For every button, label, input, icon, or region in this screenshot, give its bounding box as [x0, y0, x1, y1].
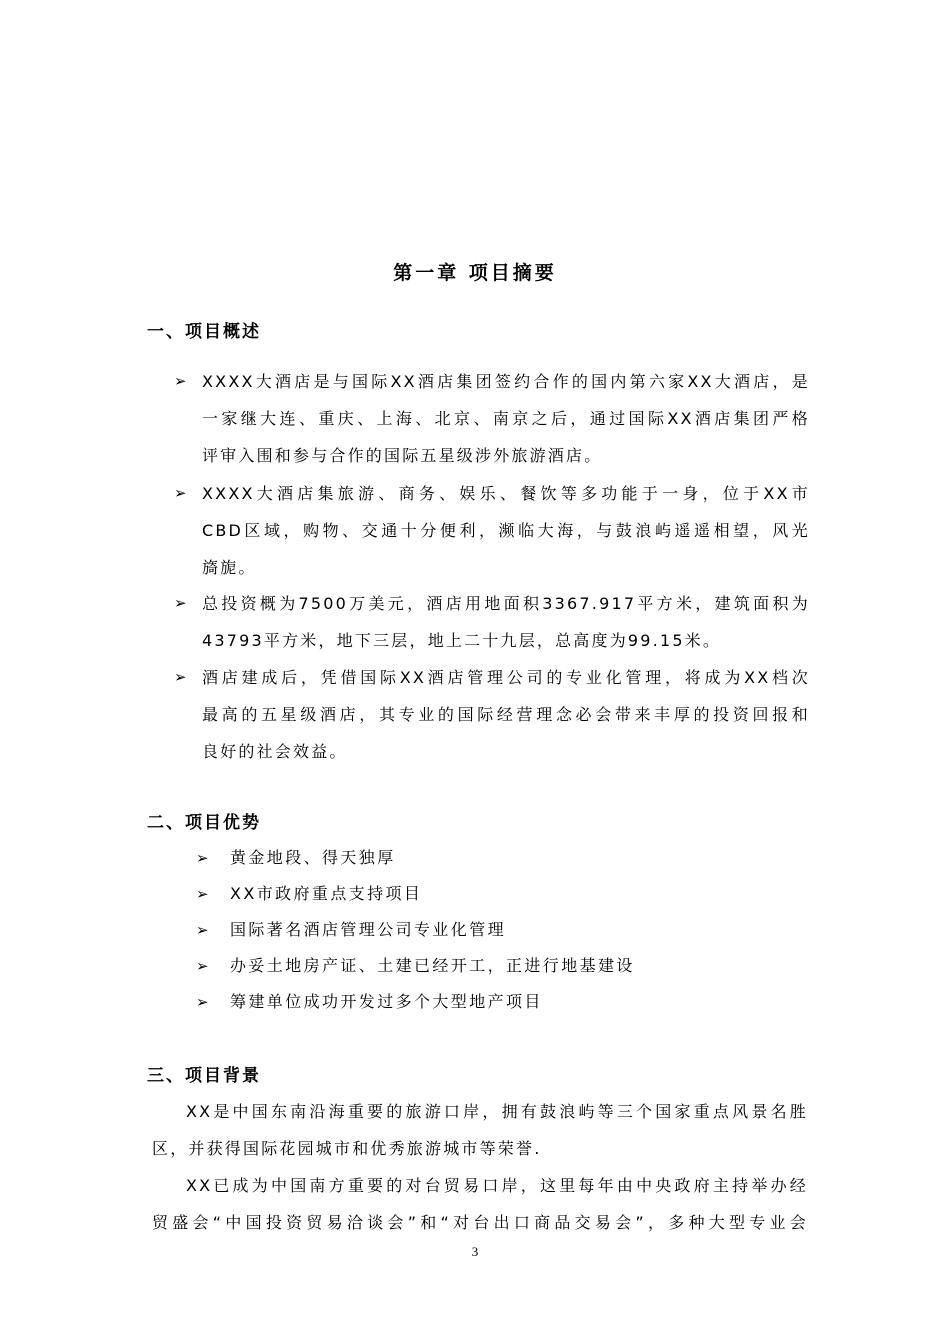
arrow-bullet-icon: ➢ — [174, 594, 187, 612]
text-line: XX已成为中国南方重要的对台贸易口岸，这里每年由中央政府主持举办经 — [186, 1176, 808, 1195]
text-line: 区，并获得国际花园城市和优秀旅游城市等荣誉. — [152, 1139, 542, 1158]
text-line: 旖旎。 — [202, 558, 257, 577]
arrow-bullet-icon: ➢ — [174, 484, 187, 502]
advantage-item — [196, 948, 635, 984]
advantage-item — [196, 876, 422, 912]
section-heading-advantages: 二、项目优势 — [147, 813, 261, 833]
text-line: CBD区域，购物、交通十分便利，濒临大海，与鼓浪屿遥遥相望，风光 — [202, 521, 810, 540]
text-line: 评审入围和参与合作的国际五星级涉外旅游酒店。 — [202, 446, 603, 465]
background-paragraph — [152, 1093, 808, 1167]
text-line: 一家继大连、重庆、上海、北京、南京之后，通过国际XX酒店集团严格 — [202, 409, 810, 428]
text-line: XX是中国东南沿海重要的旅游口岸，拥有鼓浪屿等三个国家重点风景名胜 — [186, 1102, 808, 1121]
advantage-text: XX市政府重点支持项目 — [230, 884, 423, 903]
arrow-bullet-icon: ➢ — [196, 957, 209, 975]
advantage-text: 黄金地段、得天独厚 — [230, 848, 396, 867]
text-line: XXXX大酒店集旅游、商务、娱乐、餐饮等多功能于一身，位于XX市 — [202, 484, 810, 503]
text-line: 良好的社会效益。 — [202, 742, 348, 761]
advantage-text: 国际著名酒店管理公司专业化管理 — [230, 920, 507, 939]
advantage-item — [196, 912, 506, 948]
advantage-text: 办妥土地房产证、土建已经开工，正进行地基建设 — [230, 956, 635, 975]
text-line: 贸盛会“中国投资贸易洽谈会”和“对台出口商品交易会”，多种大型专业会 — [152, 1213, 808, 1232]
advantage-item — [196, 984, 543, 1020]
page-number: 3 — [471, 1244, 479, 1259]
advantage-item — [196, 840, 396, 876]
section-heading-background: 三、项目背景 — [147, 1066, 261, 1086]
overview-item — [174, 659, 810, 770]
arrow-bullet-icon: ➢ — [174, 668, 187, 686]
text-line: XXXX大酒店是与国际XX酒店集团签约合作的国内第六家XX大酒店，是 — [202, 372, 810, 391]
overview-item — [174, 585, 810, 659]
arrow-bullet-icon: ➢ — [196, 993, 209, 1011]
text-line: 43793平方米，地下三层，地上二十九层，总高度为99.15米。 — [202, 631, 722, 650]
background-paragraph — [152, 1167, 808, 1241]
overview-item — [174, 475, 810, 586]
section-heading-overview: 一、项目概述 — [147, 322, 261, 342]
arrow-bullet-icon: ➢ — [196, 921, 209, 939]
advantage-text: 筹建单位成功开发过多个大型地产项目 — [230, 992, 543, 1011]
arrow-bullet-icon: ➢ — [196, 885, 209, 903]
text-line: 最高的五星级酒店，其专业的国际经营理念必会带来丰厚的投资回报和 — [202, 705, 810, 724]
overview-item — [174, 363, 810, 474]
text-line: 酒店建成后，凭借国际XX酒店管理公司的专业化管理，将成为XX档次 — [202, 668, 810, 687]
arrow-bullet-icon: ➢ — [196, 849, 209, 867]
chapter-title: 第一章 项目摘要 — [393, 262, 557, 284]
arrow-bullet-icon: ➢ — [174, 372, 187, 390]
text-line: 总投资概为7500万美元，酒店用地面积3367.917平方米，建筑面积为 — [202, 594, 810, 613]
